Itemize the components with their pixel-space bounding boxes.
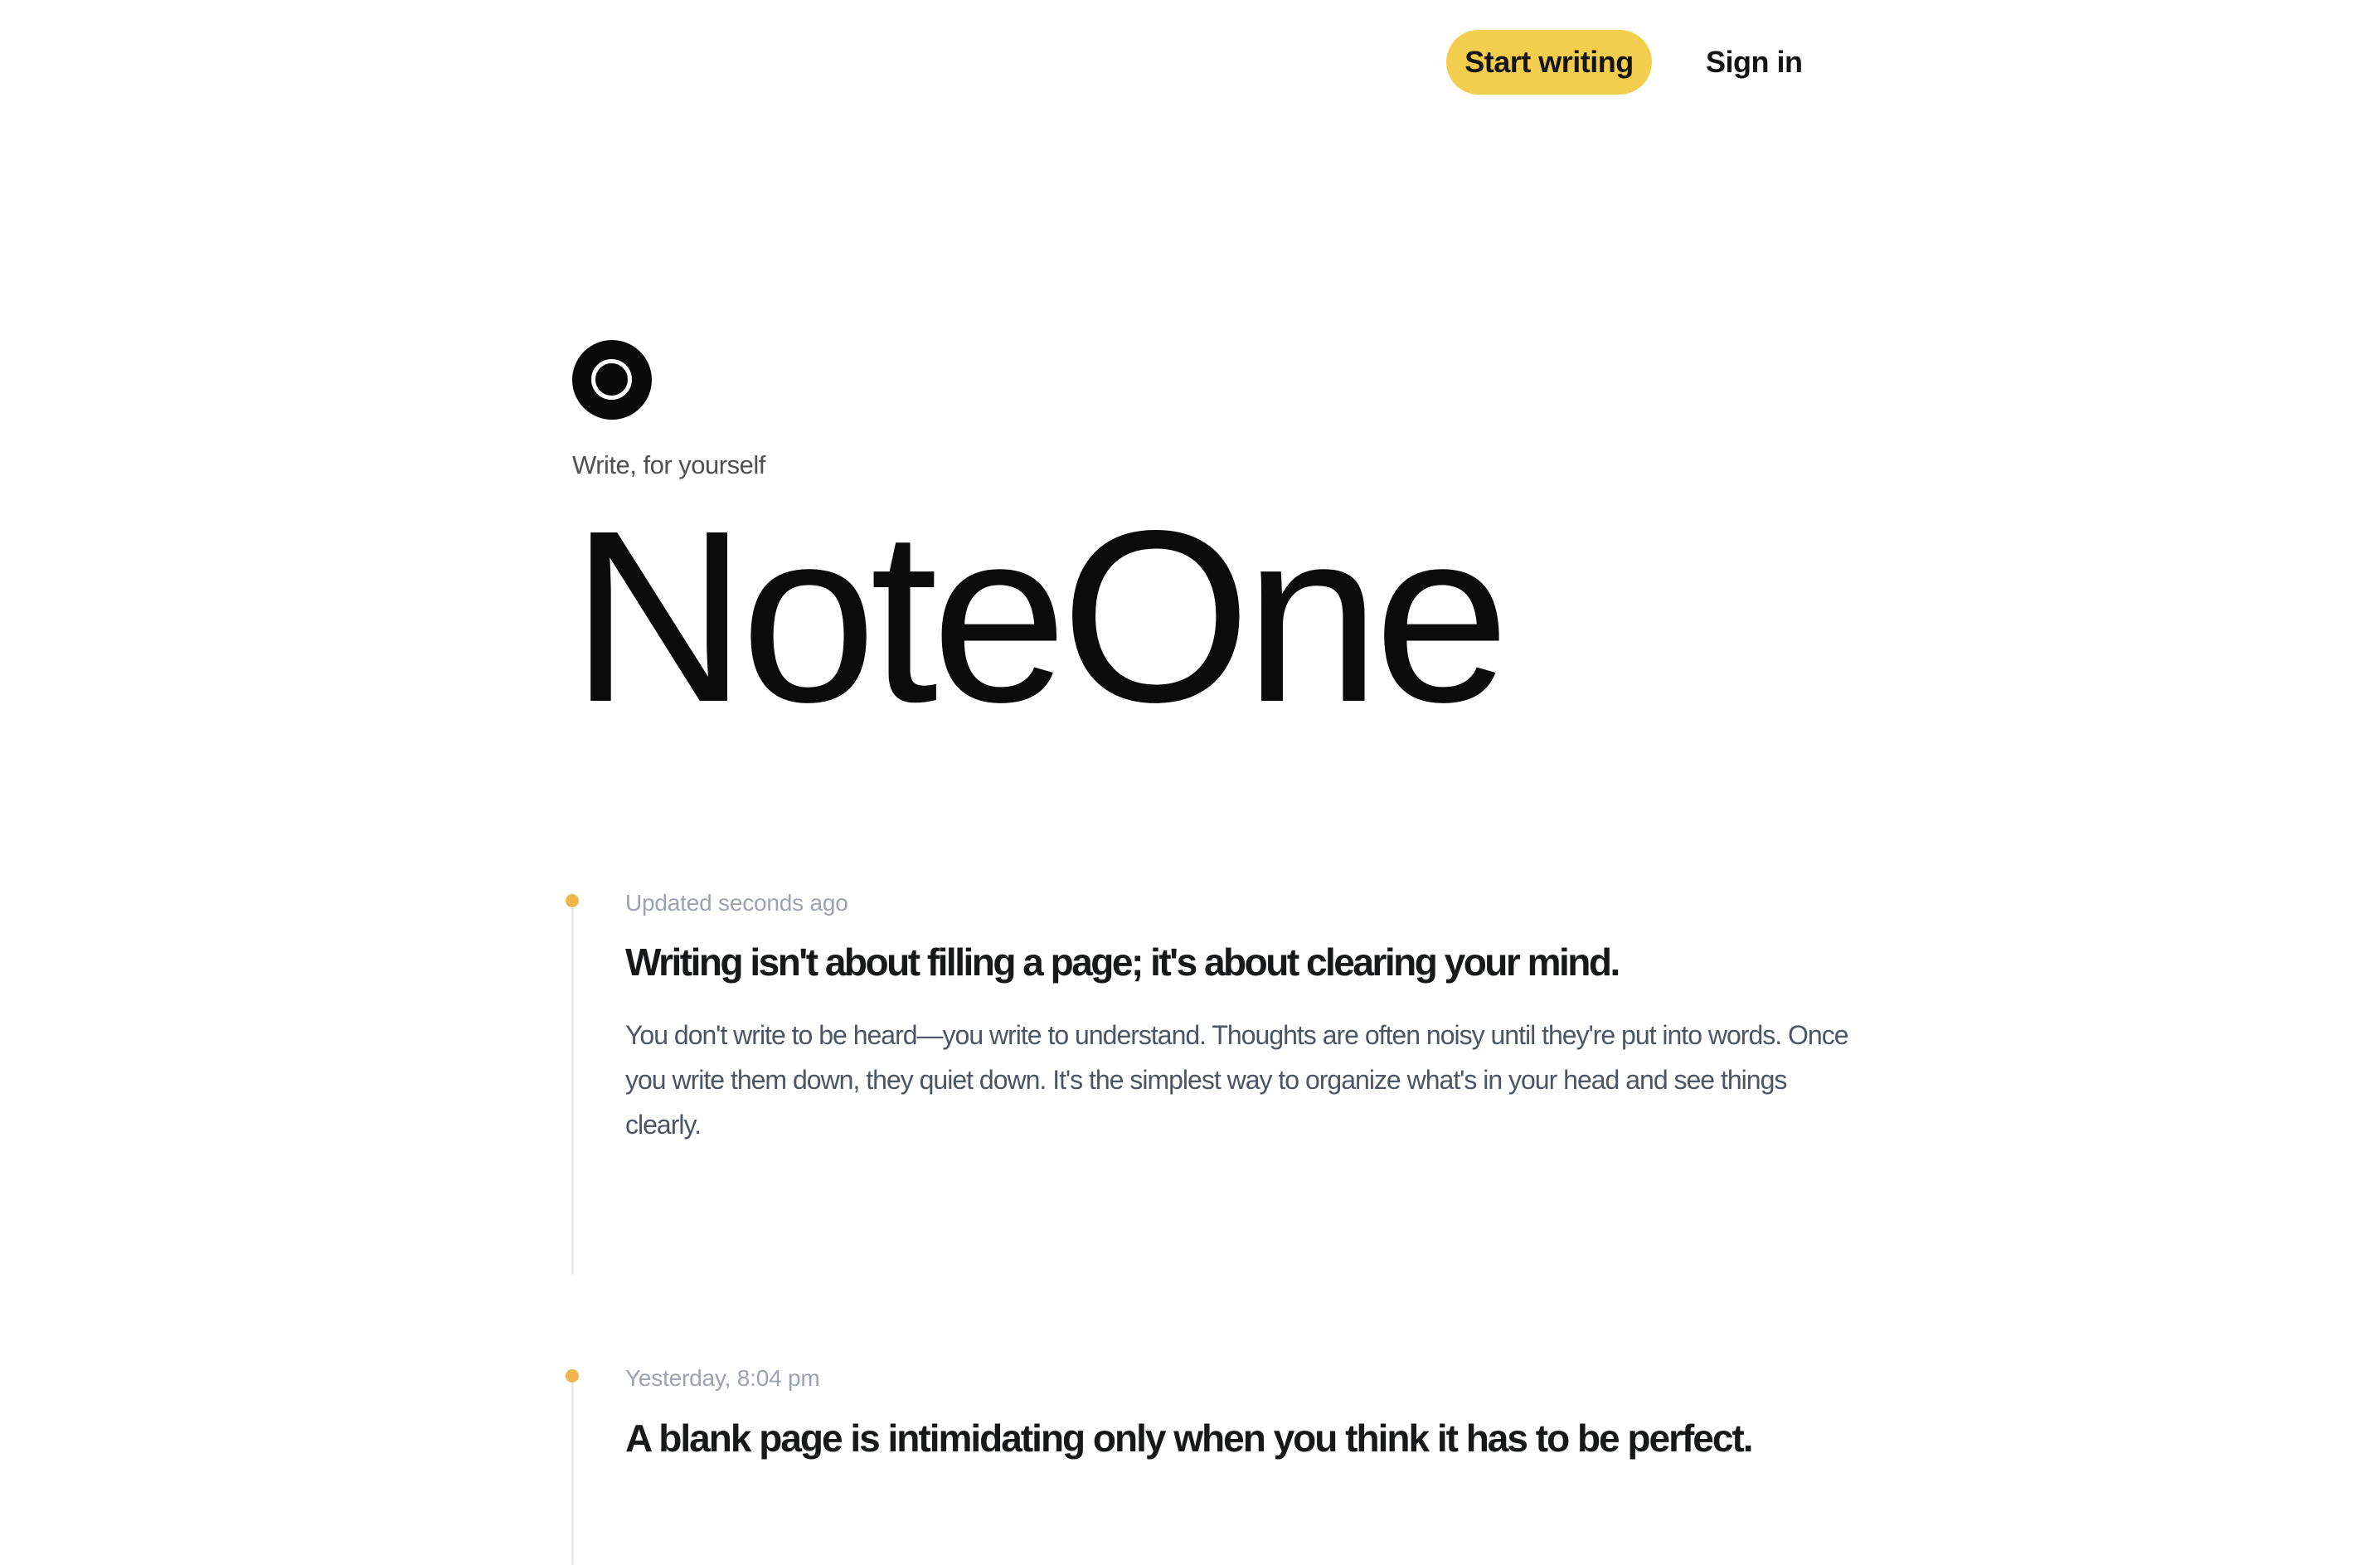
- entry-timestamp: Yesterday, 8:04 pm: [625, 1365, 820, 1391]
- entry-title: Writing isn't about filling a page; it's about clearing your mind.: [625, 940, 1619, 984]
- sign-in-link[interactable]: Sign in: [1706, 45, 1803, 79]
- start-writing-button[interactable]: Start writing: [1446, 30, 1652, 95]
- entry-title: A blank page is intimidating only when you think it has to be perfect.: [625, 1417, 1752, 1460]
- timeline-connector-line: [571, 907, 574, 1275]
- logo-ring-icon: [591, 359, 632, 400]
- entry-timestamp: Updated seconds ago: [625, 890, 848, 916]
- timeline-connector-line: [571, 1383, 574, 1565]
- note-entry: [625, 1364, 1853, 1465]
- timeline-dot: [566, 894, 579, 907]
- note-entry: [625, 889, 1853, 1147]
- timeline-dot: [566, 1369, 579, 1383]
- page-title: NoteOne: [571, 479, 1503, 753]
- hero-tagline: Write, for yourself: [572, 450, 765, 479]
- noteone-logo-icon: [572, 340, 652, 420]
- entry-body: You don't write to be heard—you write to understand. Thoughts are often noisy until they're put into words. Once you write them down, they quiet down. It's the simplest way to organize what's in your head and see things clearly.: [625, 1020, 1848, 1140]
